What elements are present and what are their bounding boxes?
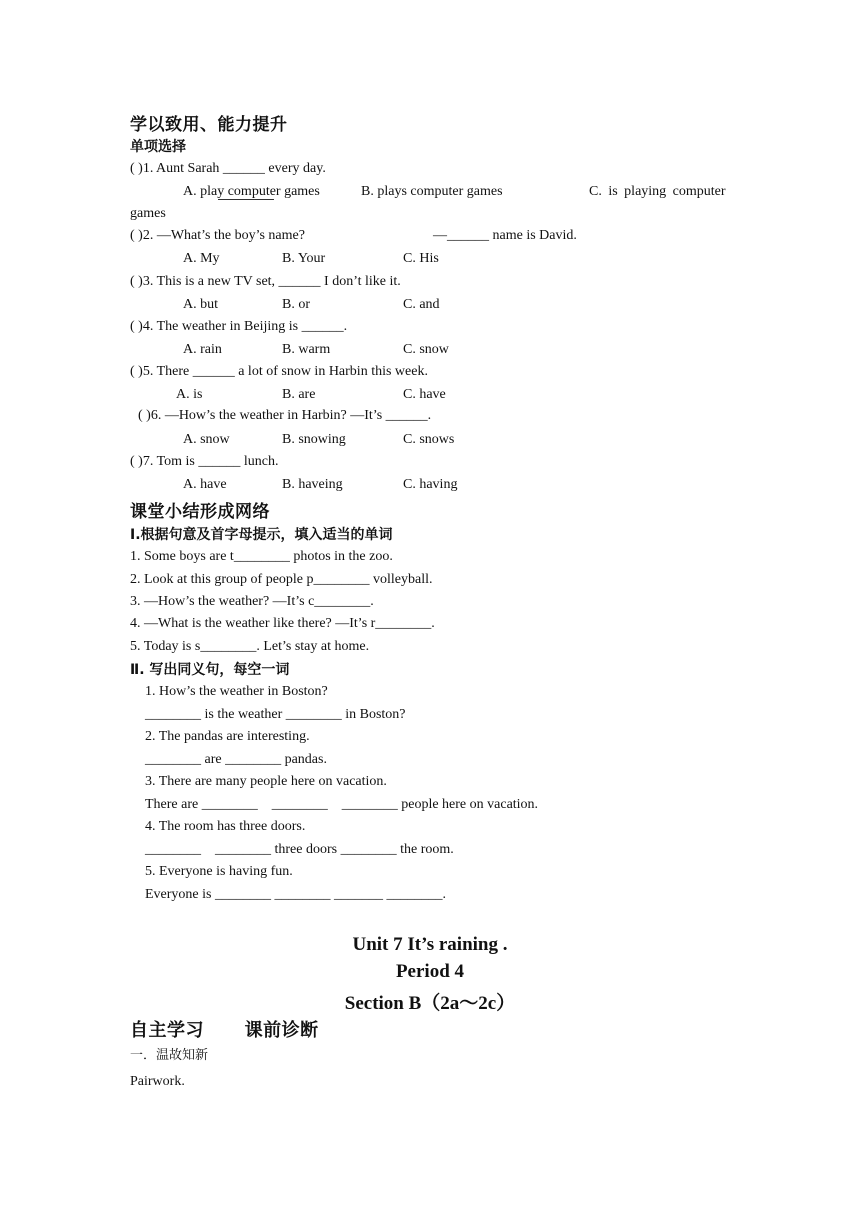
- mc-4-option-b: B. warm: [282, 342, 331, 357]
- mc-3-option-c: C. and: [403, 297, 440, 312]
- mc-1-option-c-continued: games: [130, 206, 166, 221]
- mc-question-1: ( )1. Aunt Sarah ______ every day.: [130, 161, 326, 176]
- fill-in-item-2: 2. Look at this group of people p________ volleyball.: [130, 572, 433, 587]
- fill-in-item-1: 1. Some boys are t________ photos in the zoo.: [130, 549, 393, 564]
- mc-1-option-c: C. is playing computer: [589, 184, 726, 199]
- part-2-heading: Ⅱ. 写出同义句，每空一词: [130, 662, 290, 678]
- section-heading-practice: 学以致用、能力提升: [130, 115, 288, 135]
- mc-question-2: ( )2. —What’s the boy’s name?: [130, 228, 305, 243]
- mc-5-option-a: A. is: [176, 387, 203, 402]
- mc-7-option-b: B. haveing: [282, 477, 343, 492]
- mc-5-option-b: B. are: [282, 387, 316, 402]
- mc-6-option-c: C. snows: [403, 432, 455, 447]
- mc-question-2-answer-line: —______ name is David.: [433, 228, 577, 243]
- synonym-item-5: 5. Everyone is having fun.: [145, 864, 293, 879]
- unit-title: Unit 7 It’s raining .: [352, 934, 508, 955]
- mc-question-7: ( )7. Tom is ______ lunch.: [130, 454, 279, 469]
- fill-in-item-5: 5. Today is s________. Let’s stay at home.: [130, 639, 370, 654]
- pairwork-label: Pairwork.: [130, 1074, 185, 1089]
- mc-1-option-a: A. play computer games: [183, 184, 320, 199]
- mc-4-option-c: C. snow: [403, 342, 449, 357]
- mc-6-option-b: B. snowing: [282, 432, 346, 447]
- mc-6-option-a: A. snow: [183, 432, 230, 447]
- mc-2-option-a: A. My: [183, 251, 220, 266]
- multiple-choice-heading: 单项选择: [130, 139, 186, 155]
- mc-question-6: ( )6. —How’s the weather in Harbin? —It’s ______.: [138, 408, 432, 423]
- mc-3-option-b: B. or: [282, 297, 310, 312]
- synonym-item-5-rewrite: Everyone is ________ ________ _______ ________.: [145, 887, 446, 902]
- mc-4-option-a: A. rain: [183, 342, 222, 357]
- synonym-item-4: 4. The room has three doors.: [145, 819, 306, 834]
- mc-2-option-c: C. His: [403, 251, 439, 266]
- synonym-item-1-rewrite: ________ is the weather ________ in Boston?: [145, 707, 406, 722]
- review-heading: 一．温故知新: [130, 1048, 209, 1063]
- mc-7-option-a: A. have: [183, 477, 227, 492]
- decorative-underline: [218, 199, 274, 200]
- synonym-item-3-rewrite: There are ________ ________ ________ people here on vacation.: [145, 797, 539, 812]
- section-heading-summary: 课堂小结形成网络: [130, 502, 270, 522]
- fill-in-item-3: 3. —How’s the weather? —It’s c________.: [130, 594, 374, 609]
- mc-3-option-a: A. but: [183, 297, 218, 312]
- synonym-item-3: 3. There are many people here on vacation.: [145, 774, 387, 789]
- mc-5-option-c: C. have: [403, 387, 446, 402]
- self-study-heading: 自主学习 课前诊断: [130, 1020, 319, 1041]
- fill-in-item-4: 4. —What is the weather like there? —It’s r________.: [130, 616, 435, 631]
- period-title: Period 4: [395, 961, 465, 982]
- synonym-item-2-rewrite: ________ are ________ pandas.: [145, 752, 327, 767]
- mc-1-option-b: B. plays computer games: [361, 184, 503, 199]
- synonym-item-4-rewrite: ________ ________ three doors ________ the room.: [145, 842, 454, 857]
- mc-question-5: ( )5. There ______ a lot of snow in Harbin this week.: [130, 364, 428, 379]
- mc-2-option-b: B. Your: [282, 251, 326, 266]
- section-title: Section B（2a～2c）: [344, 993, 516, 1014]
- mc-question-4: ( )4. The weather in Beijing is ______.: [130, 319, 348, 334]
- mc-7-option-c: C. having: [403, 477, 458, 492]
- part-1-heading: Ⅰ.根据句意及首字母提示，填入适当的单词: [130, 527, 393, 543]
- mc-question-3: ( )3. This is a new TV set, ______ I don’t like it.: [130, 274, 401, 289]
- synonym-item-2: 2. The pandas are interesting.: [145, 729, 310, 744]
- synonym-item-1: 1. How’s the weather in Boston?: [145, 684, 328, 699]
